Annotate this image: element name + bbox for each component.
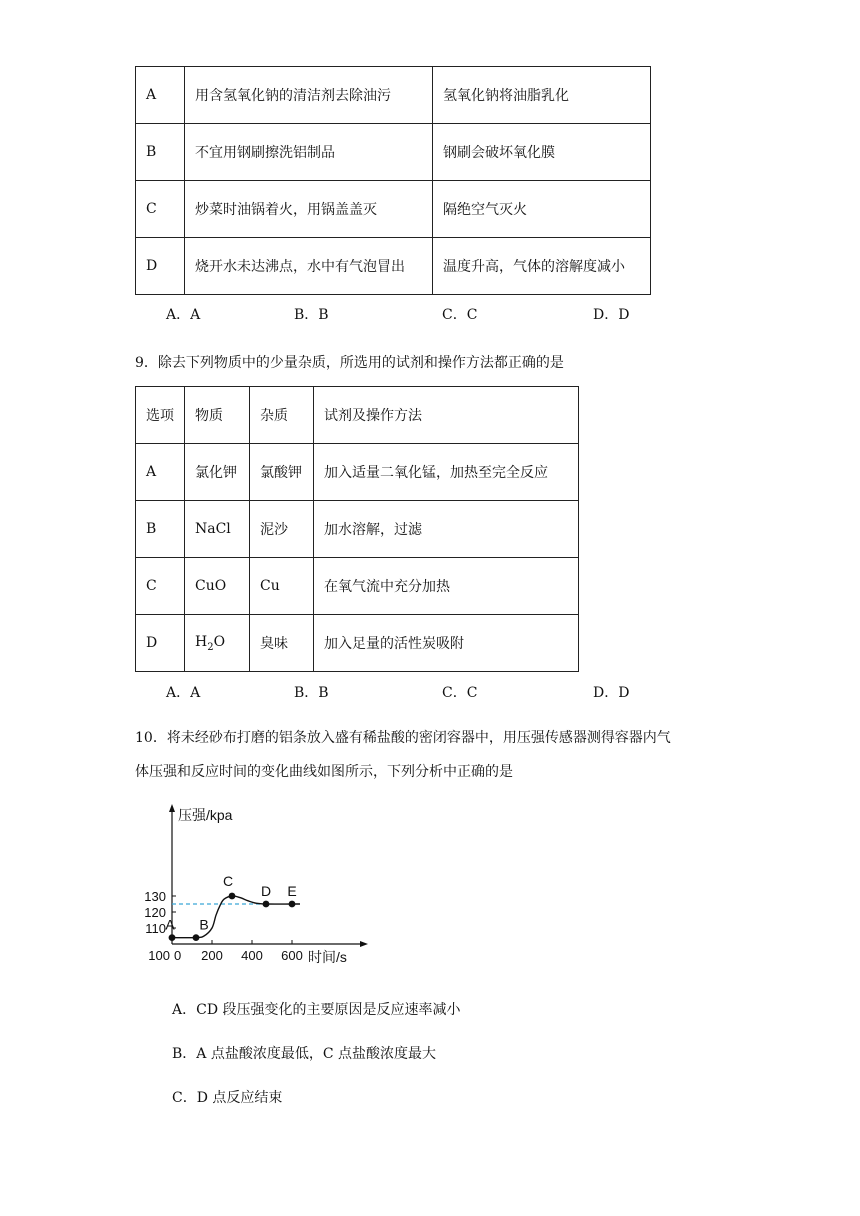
q10-text-line2: 体压强和反应时间的变化曲线如图所示，下列分析中正确的是 [135, 764, 513, 780]
x-tick-label: 0 [174, 948, 182, 963]
table-row [136, 444, 579, 501]
formula-h: H [195, 633, 208, 650]
table-cell: 氯化钾 [185, 444, 250, 501]
table-row [136, 238, 651, 295]
table-row [136, 558, 579, 615]
q10-option-b[interactable]: B．A 点盐酸浓度最低，C 点盐酸浓度最大 [172, 1046, 437, 1062]
q10-text-line1: 10．将未经砂布打磨的铝条放入盛有稀盐酸的密闭容器中，用压强传感器测得容器内气 [135, 730, 671, 746]
q10-option-c[interactable]: C．D 点反应结束 [172, 1090, 283, 1106]
q8-table [135, 66, 651, 295]
q9-table [135, 386, 579, 672]
table-cell: 氢氧化钠将油脂乳化 [433, 67, 651, 124]
table-row [136, 124, 651, 181]
data-point-c [229, 893, 236, 900]
table-header: 物质 [185, 387, 250, 444]
table-cell: CuO [185, 558, 250, 615]
chart-labels-group [165, 873, 296, 933]
y-tick-label: 120 [144, 905, 166, 920]
x-tick-label: 200 [201, 948, 223, 963]
option-a[interactable]: A．A [166, 307, 201, 323]
table-header: 杂质 [250, 387, 314, 444]
y-axis-arrow [169, 804, 175, 812]
table-cell: Cu [250, 558, 314, 615]
table-header-row [136, 387, 579, 444]
option-c[interactable]: C．C [442, 685, 478, 701]
table-cell: 加入适量二氧化锰，加热至完全反应 [314, 444, 579, 501]
table-header: 选项 [136, 387, 185, 444]
x-tick-label: 400 [241, 948, 263, 963]
q8-options [166, 304, 806, 324]
table-row [136, 501, 579, 558]
point-label-c: C [222, 873, 234, 889]
option-c[interactable]: C．C [442, 307, 478, 323]
table-cell: C [136, 558, 185, 615]
chart-axes [144, 804, 368, 965]
table-cell: C [136, 181, 185, 238]
data-point-d [263, 901, 270, 908]
point-label-e: E [287, 883, 297, 899]
table-cell: 臭味 [250, 615, 314, 672]
pressure-curve [172, 896, 300, 938]
option-d[interactable]: D．D [593, 307, 630, 323]
chart-curve-group [172, 896, 300, 938]
table-cell: A [136, 67, 185, 124]
pressure-time-chart [130, 798, 370, 970]
table-cell: 温度升高，气体的溶解度减小 [433, 238, 651, 295]
formula-o: O [213, 633, 226, 650]
table-cell: 隔绝空气灭火 [433, 181, 651, 238]
table-cell: 泥沙 [250, 501, 314, 558]
q10-option-a[interactable]: A．CD 段压强变化的主要原因是反应速率减小 [172, 1002, 461, 1018]
table-row [136, 181, 651, 238]
chart-points-group [169, 893, 296, 941]
point-label-b: B [199, 916, 209, 933]
table-header: 试剂及操作方法 [314, 387, 579, 444]
point-label-a: A [165, 916, 175, 933]
x-axis-label: 时间/s [308, 949, 347, 965]
y-tick-label: 100 [148, 948, 170, 963]
table-cell: 在氧气流中充分加热 [314, 558, 579, 615]
option-b[interactable]: B．B [294, 685, 329, 701]
table-row [136, 615, 579, 672]
table-cell: 烧开水未达沸点，水中有气泡冒出 [185, 238, 433, 295]
table-cell: A [136, 444, 185, 501]
data-point-e [289, 901, 296, 908]
q9-text: 9．除去下列物质中的少量杂质，所选用的试剂和操作方法都正确的是 [135, 355, 564, 371]
option-d[interactable]: D．D [593, 685, 630, 701]
table-cell: NaCl [185, 501, 250, 558]
point-label-d: D [260, 883, 272, 899]
table-cell: 氯酸钾 [250, 444, 314, 501]
table-cell: 用含氢氧化钠的清洁剂去除油污 [185, 67, 433, 124]
table-cell: D [136, 615, 185, 672]
y-tick-label: 130 [144, 889, 166, 904]
table-row [136, 67, 651, 124]
option-a[interactable]: A．A [166, 685, 201, 701]
q9-options [166, 682, 806, 702]
table-cell: 炒菜时油锅着火，用锅盖盖灭 [185, 181, 433, 238]
table-cell: 不宜用钢刷擦洗铝制品 [185, 124, 433, 181]
x-tick-label: 600 [281, 948, 303, 963]
data-point-a [169, 934, 176, 941]
data-point-b [193, 934, 200, 941]
x-axis-arrow [360, 941, 368, 947]
table-cell: 加水溶解，过滤 [314, 501, 579, 558]
y-tick-label: 110 [145, 921, 166, 936]
table-cell: B [136, 124, 185, 181]
table-cell: B [136, 501, 185, 558]
table-cell: 加入足量的活性炭吸附 [314, 615, 579, 672]
table-cell: 钢刷会破坏氧化膜 [433, 124, 651, 181]
y-axis-label: 压强/kpa [178, 807, 233, 823]
formula-subscript: 2 [207, 641, 214, 653]
table-cell [185, 615, 250, 672]
table-cell: D [136, 238, 185, 295]
option-b[interactable]: B．B [294, 307, 329, 323]
